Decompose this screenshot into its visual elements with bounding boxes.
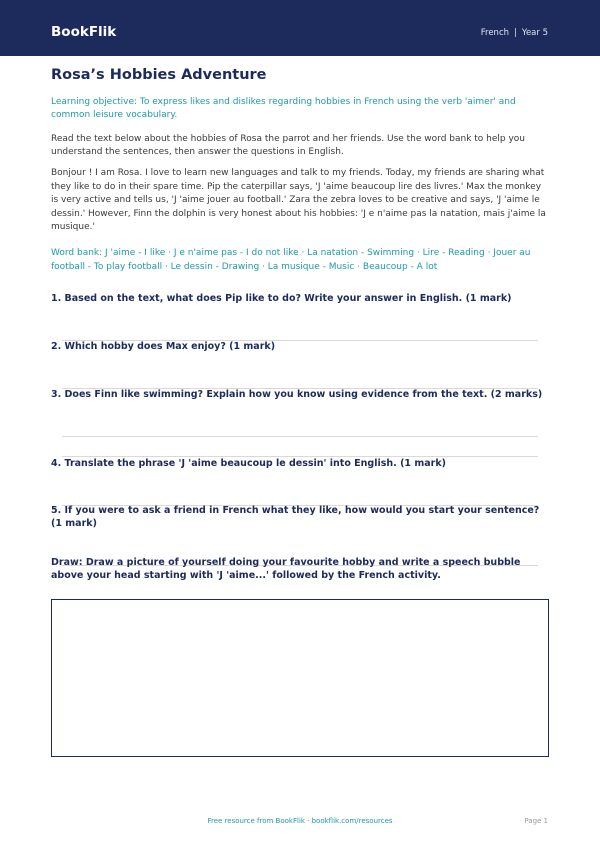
question-1: 1. Based on the text, what does Pip like to do? Write your answer in English. (1 mark) <box>51 293 512 304</box>
subject-label: French <box>480 28 510 38</box>
question-2: 2. Which hobby does Max enjoy? (1 mark) <box>51 341 276 352</box>
page-number: Page 1 <box>524 817 548 825</box>
answer-line-3a[interactable] <box>62 436 538 437</box>
question-4: 4. Translate the phrase 'J 'aime beaucoup le dessin' into English. (1 mark) <box>51 458 446 469</box>
page-header <box>0 0 600 56</box>
footer-credit: Free resource from BookFlik · bookflik.com/resources <box>207 817 393 825</box>
draw-task-prompt: Draw: Draw a picture of yourself doing your favourite hobby and write a speech bubble above your head starting with 'J 'aime...' followed by the French activity. <box>51 557 521 581</box>
instructions-text: Read the text below about the hobbies of Rosa the parrot and her friends. Use the word bank to help you understand the sentences, then answer the questions in English. <box>51 134 526 157</box>
brand-logo: BookFlik <box>51 24 117 40</box>
learning-objective: Learning objective: To express likes and dislikes regarding hobbies in French using the verb 'aimer' and common leisure vocabulary. <box>51 97 516 120</box>
subject-year-label <box>481 27 548 39</box>
meta-separator: | <box>514 28 517 38</box>
drawing-area[interactable] <box>51 599 549 757</box>
question-3: 3. Does Finn like swimming? Explain how you know using evidence from the text. (2 marks) <box>51 389 543 400</box>
worksheet-title: Rosa’s Hobbies Adventure <box>51 67 267 83</box>
word-bank: Word bank: J 'aime - I like · J e n'aime pas - I do not like · La natation - Swimming · Lire - Reading · Jouer au football - To play football · Le dessin - Drawing · La musique - Music · Beaucoup - A lot <box>51 248 531 272</box>
question-5: 5. If you were to ask a friend in French what they like, how would you start your sentence? (1 mark) <box>51 505 540 529</box>
reading-passage: Bonjour ! I am Rosa. I love to learn new languages and talk to my friends. Today, my friends are sharing what they like to do in their spare time. Pip the caterpillar says, 'J 'aime beaucoup lire des livres.' Max the monkey is very active and tells us, 'J 'aime jouer au football.' Zara the zebra loves to be creative and says, 'J 'aime le dessin.' However, Finn the dolphin is very honest about his hobbies: 'J e n'aime pas la natation, mais j'aime la musique.' <box>51 168 546 232</box>
year-label: Year 5 <box>521 28 548 38</box>
